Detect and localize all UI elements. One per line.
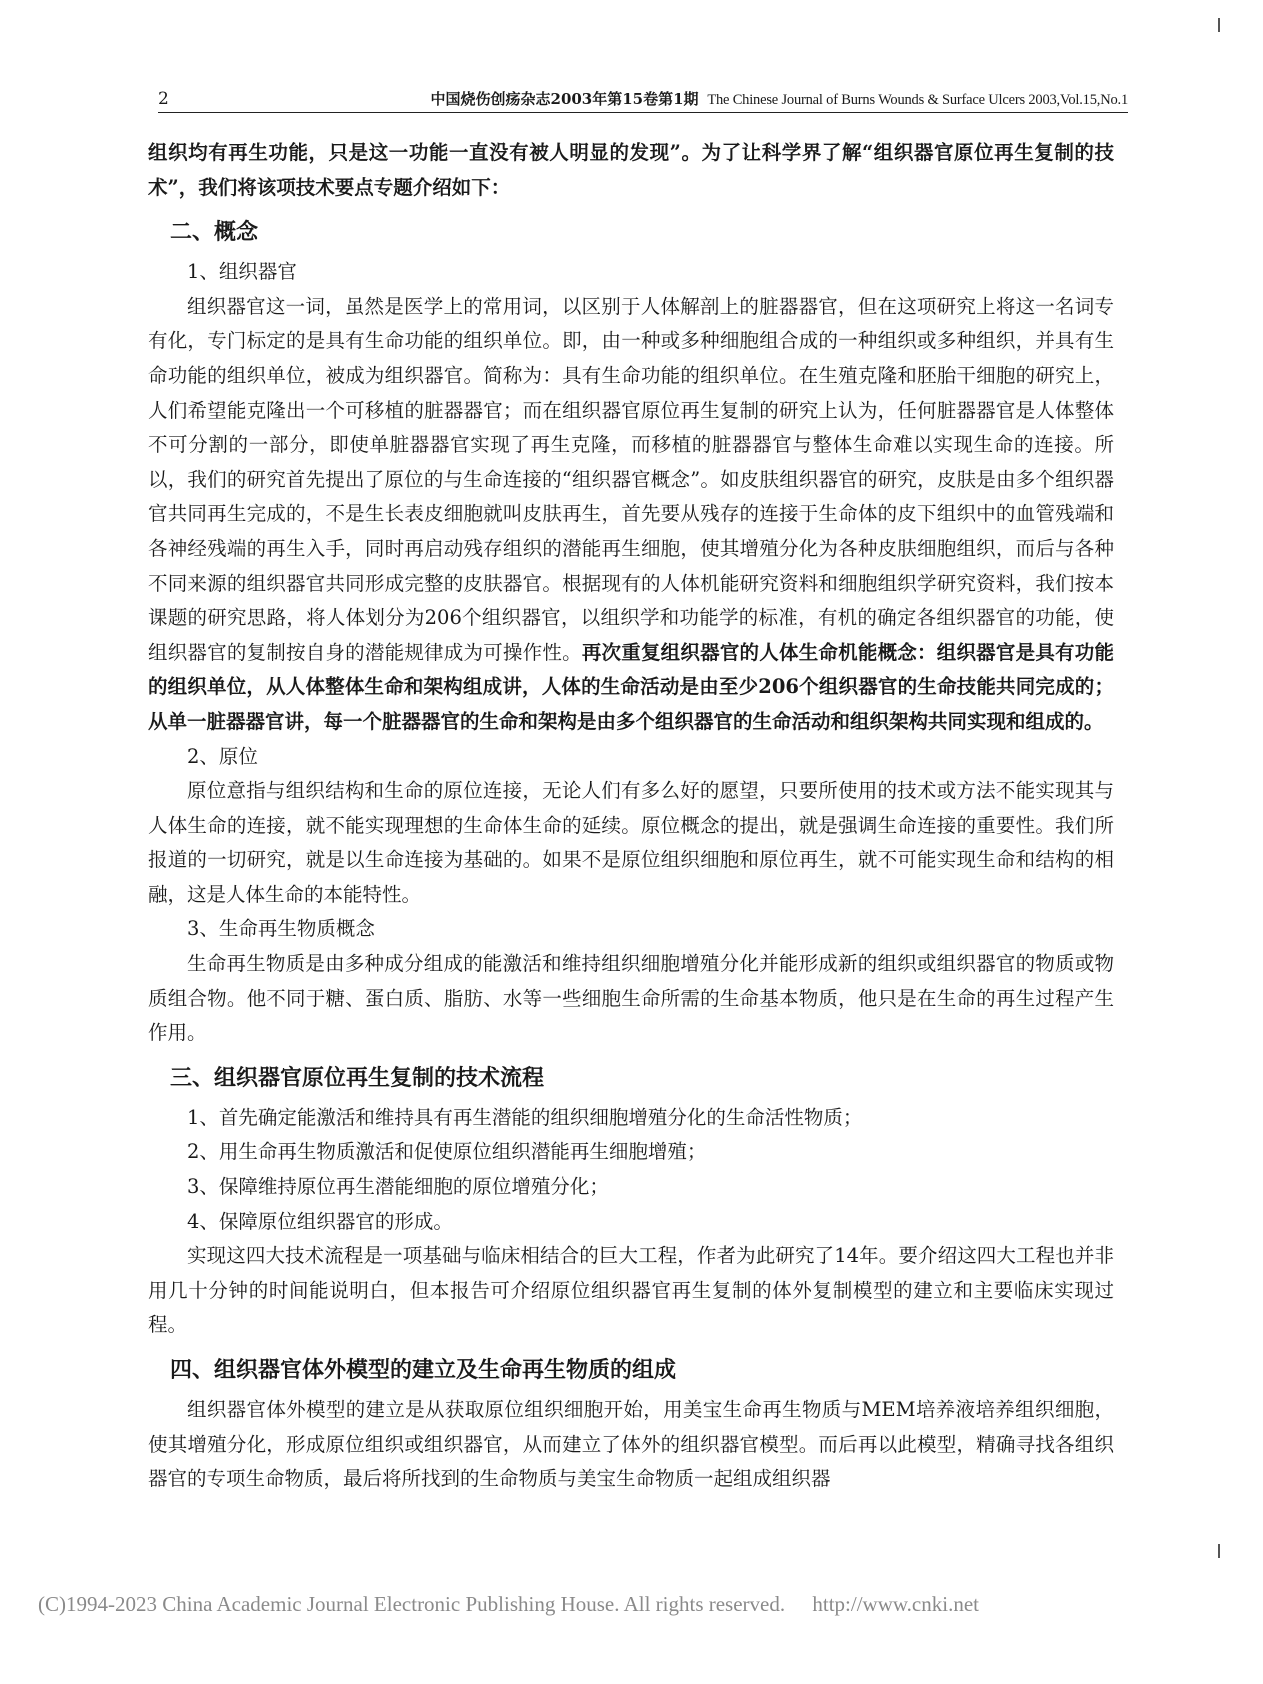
paragraph-tissue-organ-emphasis: 再次重复组织器官的人体生命机能概念：组织器官是具有功能的组织单位，从人体整体生命和架构组成讲，人体的生命活动是由至少206个组织器官的生命技能共同完成的；从单一脏器器官讲，每一个脏器器官的生命和架构是由多个组织器官的生命活动和组织架构共同实现和组成的。 <box>148 640 1114 733</box>
process-step: 2、用生命再生物质激活和促使原位组织潜能再生细胞增殖； <box>187 1140 707 1164</box>
paragraph-in-situ: 原位意指与组织结构和生命的原位连接，无论人们有多么好的愿望，只要所使用的技术或方法不能实现其与人体生命的连接，就不能实现理想的生命体生命的延续。原位概念的提出，就是强调生命连接的重要性。我们所报道的一切研究，就是以生命连接为基础的。如果不是原位组织细胞和原位再生，就不可能实现生命和结构的相融，这是人体生命的本能特性。 <box>148 779 1114 906</box>
process-step: 3、保障维持原位再生潜能细胞的原位增殖分化； <box>187 1175 609 1199</box>
running-header <box>158 88 1128 113</box>
copyright-footer <box>38 1592 979 1617</box>
cnki-url[interactable]: http://www.cnki.net <box>812 1592 979 1616</box>
scan-mark <box>1218 1544 1220 1558</box>
page-number: 2 <box>158 89 169 109</box>
paragraph-model: 组织器官体外模型的建立是从获取原位组织细胞开始，用美宝生命再生物质与MEM培养液培养组织细胞，使其增殖分化，形成原位组织或组织器官，从而建立了体外的组织器官模型。而后再以此模型，精确寻找各组织器官的专项生命物质，最后将所找到的生命物质与美宝生命物质一起组成组织器 <box>148 1398 1114 1491</box>
subheading-regeneration-substance: 3、生命再生物质概念 <box>187 917 375 941</box>
section-heading-process: 三、组织器官原位再生复制的技术流程 <box>170 1065 545 1091</box>
process-step: 4、保障原位组织器官的形成。 <box>187 1209 453 1233</box>
article-body <box>148 136 1114 1497</box>
scan-mark <box>1218 18 1220 32</box>
copyright-text: (C)1994-2023 China Academic Journal Electronic Publishing House. All rights reserved. <box>38 1592 786 1616</box>
paragraph-process: 实现这四大技术流程是一项基础与临床相结合的巨大工程，作者为此研究了14年。要介绍这四大工程也并非用几十分钟的时间能说明白，但本报告可介绍原位组织器官再生复制的体外复制模型的建立和主要临床实现过程。 <box>148 1244 1114 1337</box>
section-heading-concept: 二、概念 <box>170 220 259 246</box>
paragraph-regeneration-substance: 生命再生物质是由多种成分组成的能激活和维持组织细胞增殖分化并能形成新的组织或组织器官的物质或物质组合物。他不同于糖、蛋白质、脂肪、水等一些细胞生命所需的生命基本物质，他只是在生命的再生过程产生作用。 <box>148 952 1114 1045</box>
paragraph-tissue-organ <box>148 290 1114 740</box>
journal-title-cn: 中国烧伤创疡杂志2003年第15卷第1期 <box>430 90 699 108</box>
journal-title <box>431 88 1129 111</box>
subheading-in-situ: 2、原位 <box>187 744 258 768</box>
journal-title-en: The Chinese Journal of Burns Wounds & Surface Ulcers 2003,Vol.15,No.1 <box>707 92 1128 108</box>
subheading-tissue-organ: 1、组织器官 <box>187 260 297 284</box>
section-heading-model: 四、组织器官体外模型的建立及生命再生物质的组成 <box>170 1358 677 1383</box>
intro-paragraph: 组织均有再生功能，只是这一功能一直没有被人明显的发现”。为了让科学界了解“组织器官原位再生复制的技术”，我们将该项技术要点专题介绍如下： <box>148 141 1114 199</box>
paragraph-tissue-organ-text: 组织器官这一词，虽然是医学上的常用词，以区别于人体解剖上的脏器器官，但在这项研究上将这一名词专有化，专门标定的是具有生命功能的组织单位。即，由一种或多种细胞组合成的一种组织或多种组织，并具有生命功能的组织单位，被成为组织器官。简称为：具有生命功能的组织单位。在生殖克隆和胚胎干细胞的研究上，人们希望能克隆出一个可移植的脏器器官；而在组织器官原位再生复制的研究上认为，任何脏器器官是人体整体不可分割的一部分，即使单脏器器官实现了再生克隆，而移植的脏器器官与整体生命难以实现生命的连接。所以，我们的研究首先提出了原位的与生命连接的“组织器官概念”。如皮肤组织器官的研究，皮肤是由多个组织器官共同再生完成的，不是生长表皮细胞就叫皮肤再生，首先要从残存的连接于生命体的皮下组织中的血管残端和各神经残端的再生入手，同时再启动残存组织的潜能再生细胞，使其增殖分化为各种皮肤细胞组织，而后与各种不同来源的组织器官共同形成完整的皮肤器官。根据现有的人体机能研究资料和细胞组织学研究资料，我们按本课题的研究思路，将人体划分为206个组织器官，以组织学和功能学的标准，有机的确定各组织器官的功能，使组织器官的复制按自身的潜能规律成为可操作性。 <box>148 294 1114 664</box>
process-step: 1、首先确定能激活和维持具有再生潜能的组织细胞增殖分化的生命活性物质； <box>187 1105 863 1129</box>
